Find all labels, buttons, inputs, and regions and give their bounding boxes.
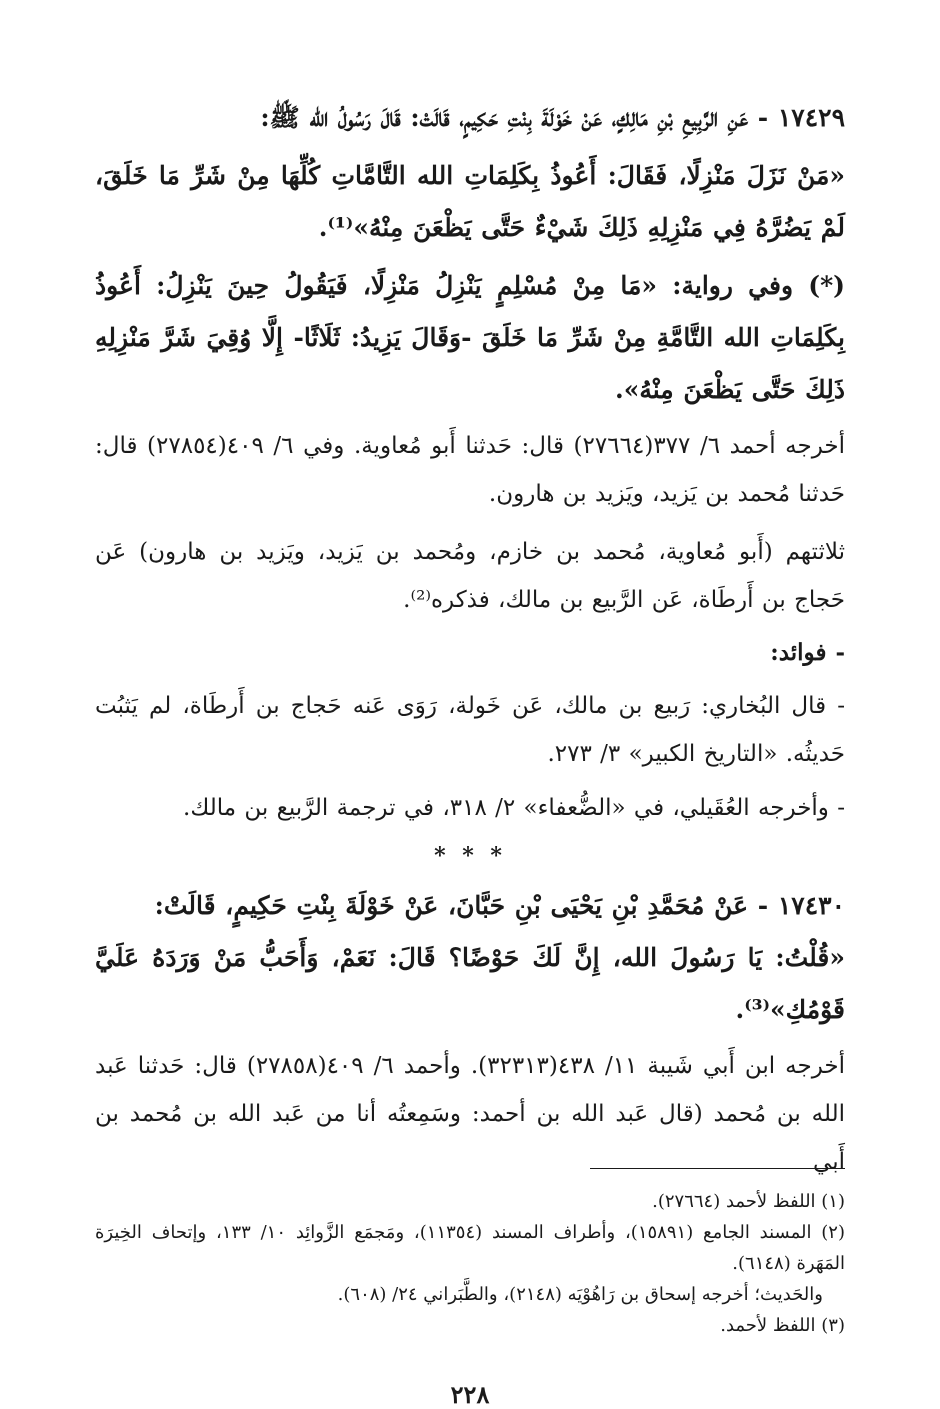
page-number: ٢٢٨	[450, 1380, 490, 1409]
footnote-2-continuation: والحَديث؛ أخرجه إسحاق بن رَاهُوْيَه (٢١٤٨)، والطَّبَراني ٢٤/ (٦٠٨).	[337, 1284, 823, 1305]
hadith-17429-text: «مَنْ نَزَلَ مَنْزِلًا، فَقَالَ: أَعُوذُ بِكَلِمَاتِ الله التَّامَّاتِ كُلِّهَا مِنْ شَرِّ مَا خَلَقَ، لَمْ يَضُرَّهُ فِي مَنْزِلِهِ ذَلِكَ شَيْءٌ حَتَّى يَظْعَنَ مِنْهُ»⁽¹⁾.	[95, 161, 845, 242]
footnote-1: (١) اللفظ لأحمد (٢٧٦٦٤).	[652, 1191, 845, 1212]
fawaid-item-2: - وأخرجه العُقَيلي، في «الضُّعفاء» ٢/ ٣١٨، في ترجمة الرَّبيع بن مالك.	[183, 795, 845, 821]
hadith-17430-takhrij-1: أخرجه ابن أَبي شَيبة ١١/ ٤٣٨(٣٢٣١٣). وأحمد ٦/ ٤٠٩(٢٧٨٥٨) قال: حَدثنا عَبد الله بن مُحمد (قال عَبد الله بن أحمد: وسَمِعتُه أنا من عَبد الله بن مُحمد بن أَبي	[95, 1053, 846, 1175]
book-page	[95, 92, 846, 1409]
hadith-17429-takhrij-2: ثلاثتهم (أَبو مُعاوية، مُحمد بن خازم، ومُحمد بن يَزيد، ويَزيد بن هارون) عَن حَجاج بن أَرطَاة، عَن الرَّبيع بن مالك، فذكره⁽²⁾.	[95, 539, 845, 613]
section-separator: * * *	[434, 843, 506, 869]
hadith-17430-text: «قُلْتُ: يَا رَسُولَ الله، إِنَّ لَكَ حَوْضًا؟ قَالَ: نَعَمْ، وَأَحَبُّ مَنْ وَرَدَهُ عَلَيَّ قَوْمُكِ»⁽³⁾.	[95, 943, 845, 1024]
footnote-2: (٢) المسند الجامع (١٥٨٩١)، وأطراف المسند (١١٣٥٤)، ومَجمَع الزَّوائِد ١٠/ ١٣٣، وإتحاف الخِيرَة المَهَرة (٦١٤٨).	[95, 1222, 845, 1274]
hadith-17429-variant: (*) وفي رواية: «مَا مِنْ مُسْلِمٍ يَنْزِلُ مَنْزِلًا، فَيَقُولُ حِينَ يَنْزِلُ: أَعُوذُ بِكَلِمَاتِ الله التَّامَّةِ مِنْ شَرِّ مَا خَلَقَ -وَقَالَ يَزِيدُ: ثَلَاثًا- إِلَّا وُقِيَ شَرَّ مَنْزِلِهِ ذَلِكَ حَتَّى يَظْعَنَ مِنْهُ».	[95, 271, 845, 404]
footnotes	[95, 1186, 845, 1341]
hadith-17429-takhrij-1: أخرجه أحمد ٦/ ٣٧٧(٢٧٦٦٤) قال: حَدثنا أَبو مُعاوية. وفي ٦/ ٤٠٩(٢٧٨٥٤) قال: حَدثنا مُحمد بن يَزيد، ويَزيد بن هارون.	[95, 433, 846, 507]
hadith-17430-head: ١٧٤٣٠ - عَنْ مُحَمَّدِ بْنِ يَحْيَى بْنِ حَبَّانَ، عَنْ خَوْلَةَ بِنْتِ حَكِيمٍ، قَالَتْ:	[154, 891, 845, 920]
hadith-17429-head: ١٧٤٢٩ - عَنِ الرَّبِيعِ بْنِ مَالِكٍ، عَنْ خَوْلَةَ بِنْتِ حَكِيمٍ، قَالَتْ: قَالَ رَسُولُ الله ﷺ:	[260, 103, 845, 132]
fawaid-heading: - فوائد:	[770, 639, 845, 666]
footnote-divider	[590, 1168, 845, 1169]
fawaid-item-1: - قال البُخاري: رَبيع بن مالك، عَن خَولة، رَوَى عَنه حَجاج بن أَرطَاة، لم يَثبُت حَديثُه. «التاريخ الكبير» ٣/ ٢٧٣.	[95, 693, 845, 767]
footnote-3: (٣) اللفظ لأحمد.	[720, 1315, 845, 1336]
